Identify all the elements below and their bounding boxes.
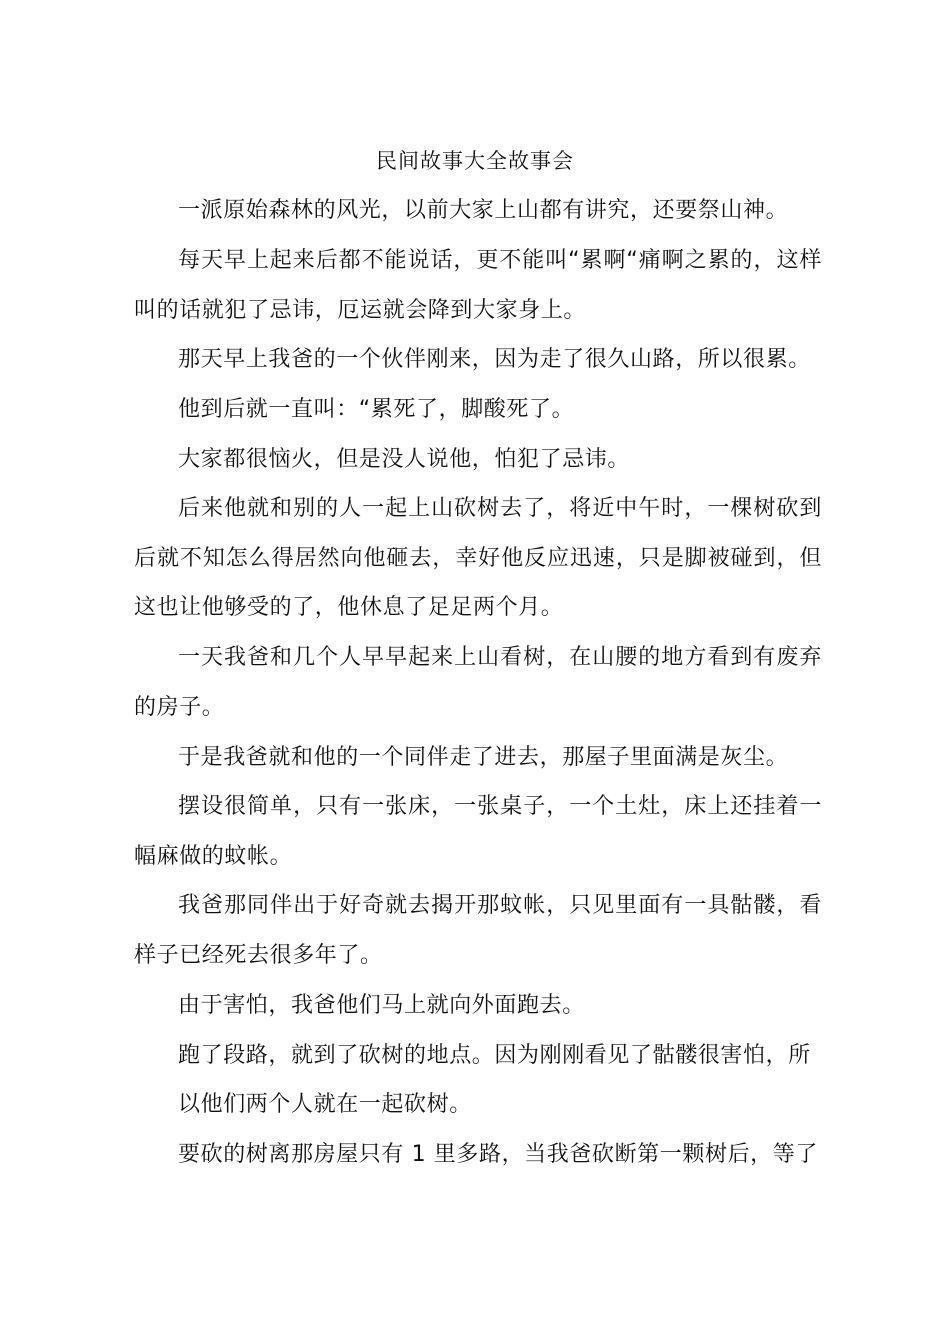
paragraph-1: 一派原始森林的风光，以前大家上山都有讲究，还要祭山神。: [178, 198, 789, 223]
paragraph-10: 我爸那同伴出于好奇就去揭开那蚊帐，只见里面有一具骷髅，看样子已经死去很多年了。: [134, 893, 822, 968]
paragraph-5: 大家都很恼火，但是没人说他，怕犯了忌讳。: [178, 447, 631, 472]
paragraph-6: 后来他就和别的人一起上山砍树去了，将近中午时，一棵树砍到后就不知怎么得居然向他砸去，幸好他反应迅速，只是脚被碰到，但这也让他够受的了，他休息了足足两个月。: [134, 496, 822, 620]
paragraph-9: 摆设很简单，只有一张床，一张桌子，一个土灶，床上还挂着一幅麻做的蚊帐。: [134, 794, 822, 869]
paragraph-13: 以他们两个人就在一起砍树。: [178, 1092, 472, 1117]
paragraph-4: 他到后就一直叫：“累死了，脚酸死了。: [178, 397, 575, 422]
document-title: 民间故事大全故事会: [376, 149, 574, 173]
paragraph-2: 每天早上起来后都不能说话，更不能叫“累啊“痛啊之累的，这样叫的话就犯了忌讳，厄运就会降到大家身上。: [134, 248, 822, 323]
paragraph-7: 一天我爸和几个人早早起来上山看树，在山腰的地方看到有废弃的房子。: [134, 645, 822, 720]
paragraph-3: 那天早上我爸的一个伙伴刚来，因为走了很久山路，所以很累。: [178, 347, 811, 372]
paragraph-11: 由于害怕，我爸他们马上就向外面跑去。: [178, 993, 585, 1018]
paragraph-8: 于是我爸就和他的一个同伴走了进去，那屋子里面满是灰尘。: [178, 745, 789, 770]
paragraph-14: 要砍的树离那房屋只有 1 里多路，当我爸砍断第一颗树后，等了: [178, 1142, 818, 1167]
paragraph-12: 跑了段路，就到了砍树的地点。因为刚刚看见了骷髅很害怕，所: [178, 1043, 811, 1068]
